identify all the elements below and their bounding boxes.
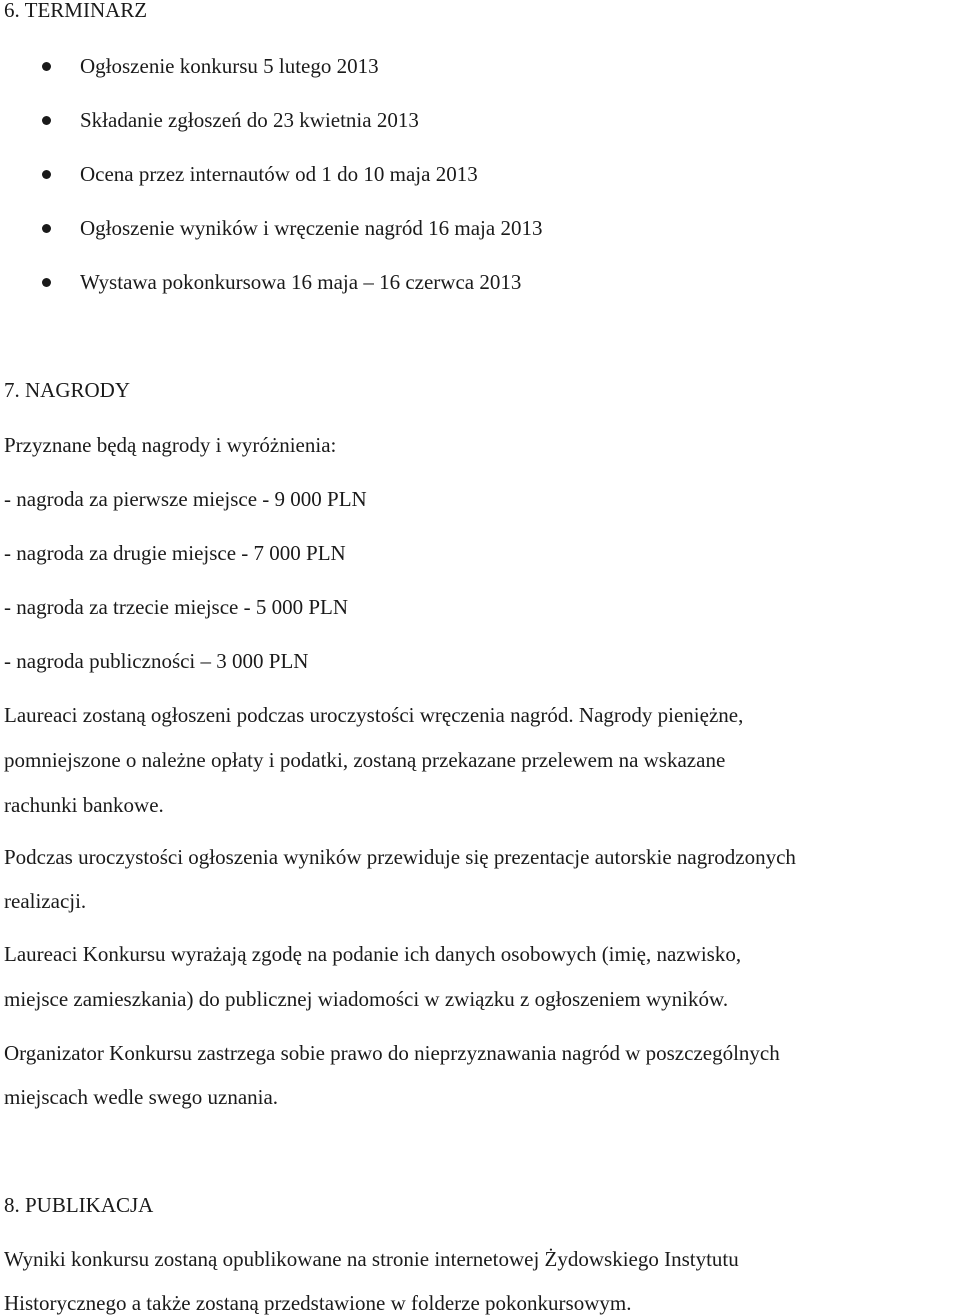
prize-line: - nagroda za trzecie miejsce - 5 000 PLN: [4, 595, 349, 619]
section-6-heading: 6. TERMINARZ: [4, 0, 148, 22]
paragraph-line: Podczas uroczystości ogłoszenia wyników przewiduje się prezentacje autorskie nagrodzonych: [4, 845, 796, 869]
bullet-icon: [42, 62, 51, 71]
list-item-text: Składanie zgłoszeń do 23 kwietnia 2013: [80, 108, 419, 132]
paragraph-line: rachunki bankowe.: [4, 793, 164, 817]
paragraph-line: Historycznego a także zostaną przedstawione w folderze pokonkursowym.: [4, 1291, 632, 1315]
paragraph-line: Laureaci Konkursu wyrażają zgodę na podanie ich danych osobowych (imię, nazwisko,: [4, 942, 742, 966]
bullet-icon: [42, 170, 51, 179]
paragraph-line: realizacji.: [4, 889, 87, 913]
section-8-heading: 8. PUBLIKACJA: [4, 1193, 154, 1217]
list-item-text: Ogłoszenie konkursu 5 lutego 2013: [80, 54, 379, 78]
section-7-heading: 7. NAGRODY: [4, 378, 130, 402]
bullet-icon: [42, 278, 51, 287]
prize-line: - nagroda za pierwsze miejsce - 9 000 PLN: [4, 487, 367, 511]
list-item-text: Ogłoszenie wyników i wręczenie nagród 16 maja 2013: [80, 216, 543, 240]
paragraph-line: miejsce zamieszkania) do publicznej wiadomości w związku z ogłoszeniem wyników.: [4, 987, 729, 1011]
bullet-icon: [42, 224, 51, 233]
paragraph-line: Organizator Konkursu zastrzega sobie prawo do nieprzyznawania nagród w poszczególnych: [4, 1041, 780, 1065]
paragraph-line: pomniejszone o należne opłaty i podatki, zostaną przekazane przelewem na wskazane: [4, 748, 726, 772]
prizes-intro: Przyznane będą nagrody i wyróżnienia:: [4, 433, 337, 457]
bullet-icon: [42, 116, 51, 125]
paragraph-line: Wyniki konkursu zostaną opublikowane na stronie internetowej Żydowskiego Instytutu: [4, 1247, 739, 1271]
paragraph-line: miejscach wedle swego uznania.: [4, 1085, 279, 1109]
list-item-text: Wystawa pokonkursowa 16 maja – 16 czerwca 2013: [80, 270, 522, 294]
prize-line: - nagroda publiczności – 3 000 PLN: [4, 649, 309, 673]
list-item-text: Ocena przez internautów od 1 do 10 maja 2013: [80, 162, 478, 186]
prize-line: - nagroda za drugie miejsce - 7 000 PLN: [4, 541, 346, 565]
paragraph-line: Laureaci zostaną ogłoszeni podczas uroczystości wręczenia nagród. Nagrody pieniężne,: [4, 703, 744, 727]
